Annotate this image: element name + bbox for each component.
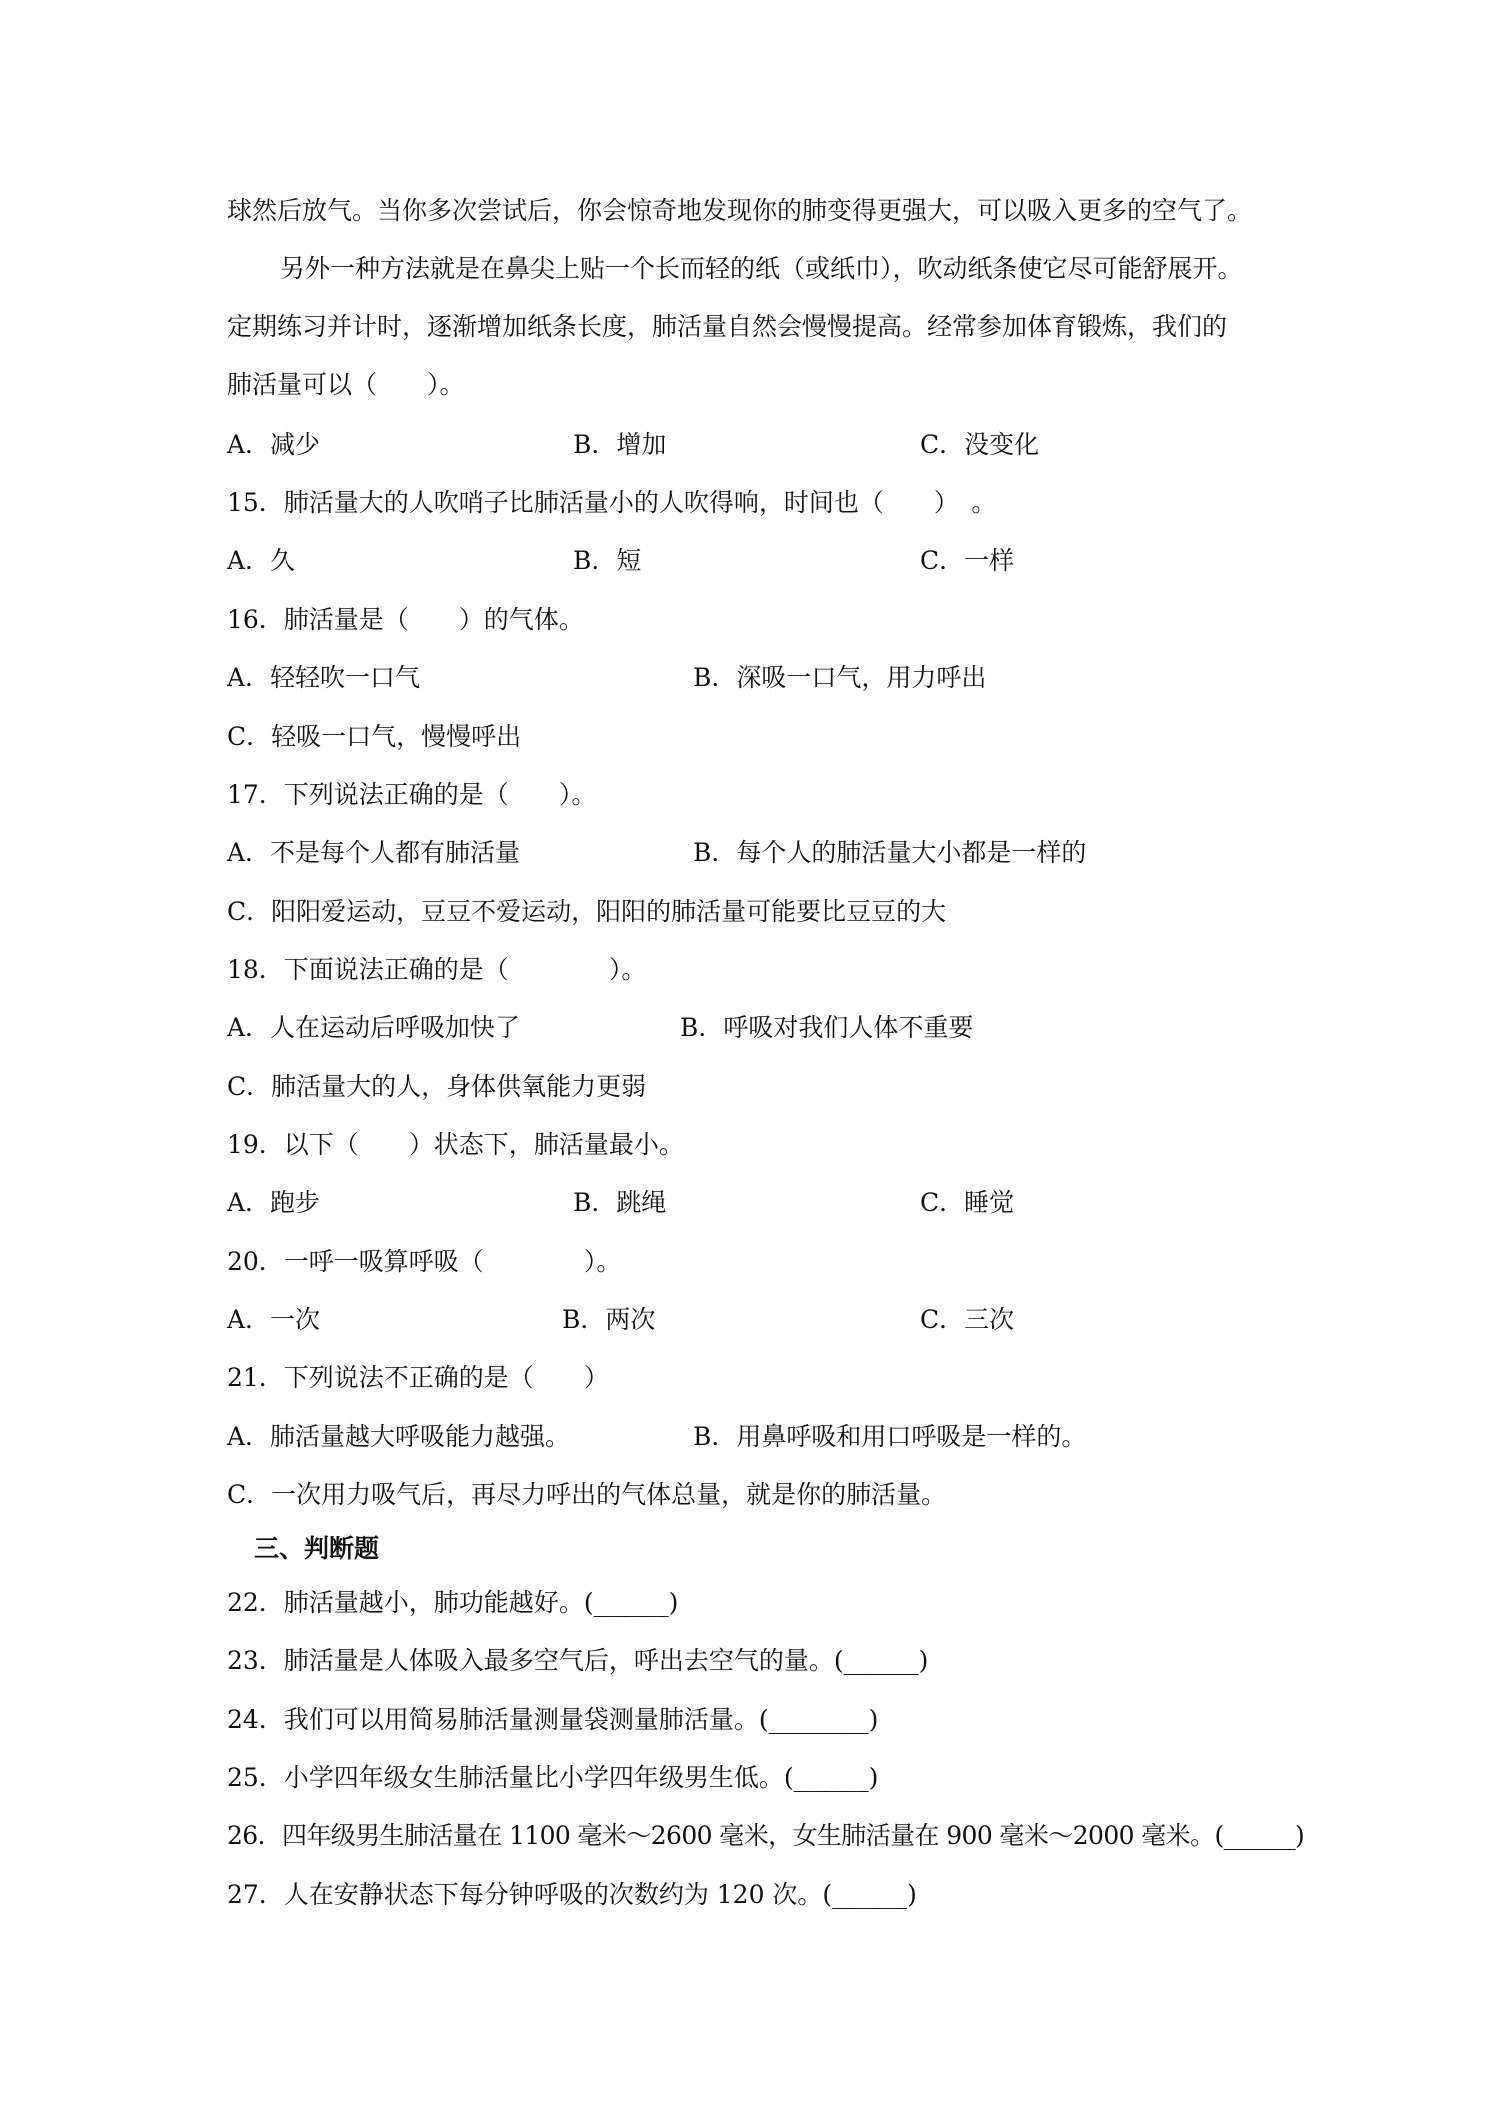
q21-option-a: A．肺活量越大呼吸能力越强。 bbox=[227, 1422, 571, 1451]
q18-option-c: C．肺活量大的人，身体供氧能力更弱 bbox=[227, 1072, 647, 1101]
q19-question: 19．以下（ ）状态下，肺活量最小。 bbox=[227, 1130, 684, 1159]
q14-option-b: B．增加 bbox=[573, 430, 667, 459]
q19-option-b: B．跳绳 bbox=[573, 1188, 667, 1217]
q19-option-a: A．跑步 bbox=[227, 1188, 321, 1217]
judgment-item-26: 26．四年级男生肺活量在 1100 毫米～2600 毫米，女生肺活量在 900 毫米～2000 毫米。(______) bbox=[227, 1821, 1305, 1850]
q17-option-c: C．阳阳爱运动，豆豆不爱运动，阳阳的肺活量可能要比豆豆的大 bbox=[227, 897, 947, 926]
q15-option-a: A．久 bbox=[227, 546, 296, 575]
q20-option-a: A．一次 bbox=[227, 1305, 321, 1334]
q17-question: 17．下列说法正确的是（ ）。 bbox=[227, 780, 597, 809]
q19-option-c: C．睡觉 bbox=[920, 1188, 1015, 1217]
q21-option-c: C．一次用力吸气后，再尽力呼出的气体总量，就是你的肺活量。 bbox=[227, 1480, 947, 1509]
q20-question: 20．一呼一吸算呼吸（ ）。 bbox=[227, 1247, 622, 1276]
judgment-item-23: 23．肺活量是人体吸入最多空气后，呼出去空气的量。(______) bbox=[227, 1646, 929, 1675]
q15-option-c: C．一样 bbox=[920, 546, 1015, 575]
judgment-item-27: 27．人在安静状态下每分钟呼吸的次数约为 120 次。(______) bbox=[227, 1880, 917, 1909]
q17-option-a: A．不是每个人都有肺活量 bbox=[227, 838, 521, 867]
judgment-item-22: 22．肺活量越小，肺功能越好。(______) bbox=[227, 1588, 679, 1617]
q17-option-b: B．每个人的肺活量大小都是一样的 bbox=[693, 838, 1087, 867]
q21-option-b: B．用鼻呼吸和用口呼吸是一样的。 bbox=[693, 1422, 1087, 1451]
q20-option-b: B．两次 bbox=[562, 1305, 656, 1334]
intro-line-3: 定期练习并计时，逐渐增加纸条长度，肺活量自然会慢慢提高。经常参加体育锻炼，我们的 bbox=[227, 312, 1228, 341]
q15-option-b: B．短 bbox=[573, 546, 642, 575]
intro-line-2: 另外一种方法就是在鼻尖上贴一个长而轻的纸（或纸巾），吹动纸条使它尽可能舒展开。 bbox=[280, 254, 1243, 283]
q18-question: 18．下面说法正确的是（ ）。 bbox=[227, 955, 647, 984]
q14-option-c: C．没变化 bbox=[920, 430, 1040, 459]
q21-question: 21．下列说法不正确的是（ ） bbox=[227, 1363, 609, 1392]
q16-option-c: C．轻吸一口气，慢慢呼出 bbox=[227, 722, 522, 751]
judgment-item-25: 25．小学四年级女生肺活量比小学四年级男生低。(______) bbox=[227, 1763, 879, 1792]
judgment-item-24: 24．我们可以用简易肺活量测量袋测量肺活量。(________) bbox=[227, 1705, 879, 1734]
q16-option-b: B．深吸一口气，用力呼出 bbox=[693, 663, 987, 692]
q16-question: 16．肺活量是（ ）的气体。 bbox=[227, 605, 584, 634]
q14-option-a: A．减少 bbox=[227, 430, 321, 459]
q20-option-c: C．三次 bbox=[920, 1305, 1015, 1334]
q15-question: 15．肺活量大的人吹哨子比肺活量小的人吹得响，时间也（ ） 。 bbox=[227, 488, 997, 517]
q16-option-a: A．轻轻吹一口气 bbox=[227, 663, 421, 692]
intro-line-1: 球然后放气。当你多次尝试后，你会惊奇地发现你的肺变得更强大，可以吸入更多的空气了。 bbox=[227, 196, 1253, 225]
section-title-judgment: 三、判断题 bbox=[254, 1534, 380, 1563]
q18-option-a: A．人在运动后呼吸加快了 bbox=[227, 1013, 521, 1042]
intro-line-4: 肺活量可以（ ）。 bbox=[227, 370, 465, 399]
q18-option-b: B．呼吸对我们人体不重要 bbox=[680, 1013, 974, 1042]
